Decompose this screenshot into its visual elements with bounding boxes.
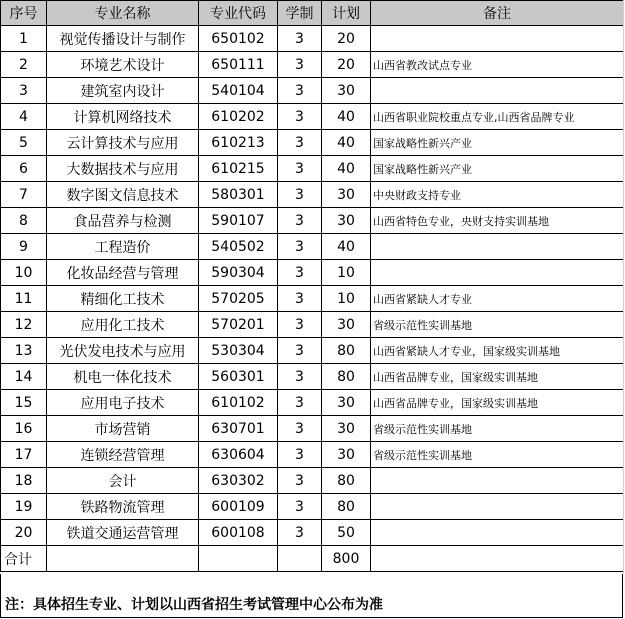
- header-code: 专业代码: [199, 1, 278, 26]
- header-name: 专业名称: [47, 1, 199, 26]
- table-row: [1, 182, 624, 208]
- cell-major-code: 580301: [199, 182, 278, 208]
- cell-years: 3: [278, 78, 322, 104]
- table-row: [1, 312, 624, 338]
- cell-note: [371, 78, 624, 104]
- right-border-line: [623, 0, 624, 574]
- table-row: [1, 78, 624, 104]
- table-row: [1, 520, 624, 546]
- cell-years: 3: [278, 390, 322, 416]
- cell-major-code: 570201: [199, 312, 278, 338]
- cell-years: 3: [278, 416, 322, 442]
- cell-no: 8: [1, 208, 47, 234]
- table-row: [1, 442, 624, 468]
- cell-plan: 10: [322, 260, 371, 286]
- cell-no: 13: [1, 338, 47, 364]
- cell-note: 省级示范性实训基地: [371, 442, 624, 468]
- cell-major-code: 610202: [199, 104, 278, 130]
- cell-major-name: 大数据技术与应用: [47, 156, 199, 182]
- cell-no: 11: [1, 286, 47, 312]
- cell-plan: 30: [322, 390, 371, 416]
- cell-plan: 80: [322, 468, 371, 494]
- cell-major-name: 应用电子技术: [47, 390, 199, 416]
- cell-plan: 80: [322, 338, 371, 364]
- cell-plan: 40: [322, 104, 371, 130]
- table-row: [1, 494, 624, 520]
- cell-years: 3: [278, 260, 322, 286]
- cell-years: 3: [278, 234, 322, 260]
- cell-major-code: 560301: [199, 364, 278, 390]
- cell-plan: 40: [322, 156, 371, 182]
- cell-years: 3: [278, 208, 322, 234]
- cell-note: [371, 494, 624, 520]
- footnote-box: [0, 574, 623, 618]
- cell-years: 3: [278, 286, 322, 312]
- cell-major-name: 光伏发电技术与应用: [47, 338, 199, 364]
- cell-note: 省级示范性实训基地: [371, 312, 624, 338]
- cell-no: 18: [1, 468, 47, 494]
- cell-note: [371, 468, 624, 494]
- cell-note: 山西省紧缺人才专业: [371, 286, 624, 312]
- total-empty-code: [199, 546, 278, 572]
- total-plan: 800: [322, 546, 371, 572]
- cell-no: 5: [1, 130, 47, 156]
- cell-years: 3: [278, 338, 322, 364]
- cell-major-name: 铁路物流管理: [47, 494, 199, 520]
- table-row: [1, 234, 624, 260]
- cell-no: 17: [1, 442, 47, 468]
- cell-major-name: 连锁经营管理: [47, 442, 199, 468]
- cell-major-code: 610102: [199, 390, 278, 416]
- cell-major-name: 机电一体化技术: [47, 364, 199, 390]
- table-row: [1, 52, 624, 78]
- header-no: 序号: [1, 1, 47, 26]
- cell-note: 国家战略性新兴产业: [371, 130, 624, 156]
- cell-major-code: 650102: [199, 26, 278, 52]
- cell-note: 中央财政支持专业: [371, 182, 624, 208]
- cell-no: 10: [1, 260, 47, 286]
- total-row: [1, 546, 624, 572]
- cell-major-name: 云计算技术与应用: [47, 130, 199, 156]
- cell-no: 14: [1, 364, 47, 390]
- cell-no: 4: [1, 104, 47, 130]
- cell-note: 山西省品牌专业，国家级实训基地: [371, 364, 624, 390]
- cell-years: 3: [278, 130, 322, 156]
- cell-note: 省级示范性实训基地: [371, 416, 624, 442]
- cell-no: 9: [1, 234, 47, 260]
- cell-major-code: 630701: [199, 416, 278, 442]
- cell-major-code: 590304: [199, 260, 278, 286]
- cell-major-code: 590107: [199, 208, 278, 234]
- cell-years: 3: [278, 182, 322, 208]
- cell-note: 山西省紧缺人才专业，国家级实训基地: [371, 338, 624, 364]
- cell-plan: 30: [322, 312, 371, 338]
- cell-note: 山西省品牌专业，国家级实训基地: [371, 390, 624, 416]
- cell-major-code: 540104: [199, 78, 278, 104]
- cell-major-name: 视觉传播设计与制作: [47, 26, 199, 52]
- cell-no: 16: [1, 416, 47, 442]
- cell-major-name: 食品营养与检测: [47, 208, 199, 234]
- cell-years: 3: [278, 26, 322, 52]
- cell-major-code: 530304: [199, 338, 278, 364]
- cell-years: 3: [278, 104, 322, 130]
- table-row: [1, 390, 624, 416]
- cell-years: 3: [278, 364, 322, 390]
- cell-major-code: 610215: [199, 156, 278, 182]
- table-body: [1, 26, 624, 572]
- cell-plan: 30: [322, 78, 371, 104]
- cell-plan: 20: [322, 52, 371, 78]
- cell-major-name: 工程造价: [47, 234, 199, 260]
- cell-years: 3: [278, 494, 322, 520]
- cell-no: 6: [1, 156, 47, 182]
- table-row: [1, 468, 624, 494]
- cell-major-code: 630302: [199, 468, 278, 494]
- cell-major-code: 540502: [199, 234, 278, 260]
- cell-plan: 80: [322, 494, 371, 520]
- cell-note: 国家战略性新兴产业: [371, 156, 624, 182]
- cell-major-code: 650111: [199, 52, 278, 78]
- table-row: [1, 208, 624, 234]
- cell-plan: 40: [322, 130, 371, 156]
- cell-note: 山西省教改试点专业: [371, 52, 624, 78]
- cell-no: 19: [1, 494, 47, 520]
- cell-major-name: 化妆品经营与管理: [47, 260, 199, 286]
- cell-major-name: 环境艺术设计: [47, 52, 199, 78]
- cell-major-code: 630604: [199, 442, 278, 468]
- header-row: [1, 1, 624, 26]
- cell-plan: 10: [322, 286, 371, 312]
- cell-plan: 50: [322, 520, 371, 546]
- cell-plan: 80: [322, 364, 371, 390]
- cell-major-name: 计算机网络技术: [47, 104, 199, 130]
- cell-years: 3: [278, 156, 322, 182]
- cell-major-name: 铁道交通运营管理: [47, 520, 199, 546]
- cell-years: 3: [278, 442, 322, 468]
- table-row: [1, 26, 624, 52]
- cell-years: 3: [278, 312, 322, 338]
- header-plan: 计划: [322, 1, 371, 26]
- cell-no: 7: [1, 182, 47, 208]
- cell-no: 1: [1, 26, 47, 52]
- cell-plan: 30: [322, 442, 371, 468]
- cell-major-name: 数字图文信息技术: [47, 182, 199, 208]
- cell-note: 山西省职业院校重点专业,山西省品牌专业: [371, 104, 624, 130]
- cell-major-name: 应用化工技术: [47, 312, 199, 338]
- table-row: [1, 104, 624, 130]
- cell-years: 3: [278, 520, 322, 546]
- cell-plan: 40: [322, 234, 371, 260]
- table-row: [1, 130, 624, 156]
- cell-major-code: 600108: [199, 520, 278, 546]
- cell-major-code: 570205: [199, 286, 278, 312]
- table-row: [1, 156, 624, 182]
- total-label: 合计: [1, 546, 47, 572]
- cell-years: 3: [278, 468, 322, 494]
- table-row: [1, 416, 624, 442]
- cell-note: 山西省特色专业，央财支持实训基地: [371, 208, 624, 234]
- total-empty-note: [371, 546, 624, 572]
- footnote-text: 注：具体招生专业、计划以山西省招生考试管理中心公布为准: [5, 597, 383, 613]
- cell-plan: 20: [322, 26, 371, 52]
- cell-major-code: 600109: [199, 494, 278, 520]
- cell-no: 12: [1, 312, 47, 338]
- table-row: [1, 260, 624, 286]
- header-note: 备注: [371, 1, 624, 26]
- cell-major-name: 精细化工技术: [47, 286, 199, 312]
- cell-major-name: 建筑室内设计: [47, 78, 199, 104]
- table-row: [1, 338, 624, 364]
- cell-major-name: 市场营销: [47, 416, 199, 442]
- total-empty-years: [278, 546, 322, 572]
- total-empty-name: [47, 546, 199, 572]
- cell-note: [371, 234, 624, 260]
- table-row: [1, 364, 624, 390]
- cell-plan: 30: [322, 416, 371, 442]
- cell-note: [371, 260, 624, 286]
- cell-major-code: 610213: [199, 130, 278, 156]
- table-row: [1, 286, 624, 312]
- cell-plan: 30: [322, 208, 371, 234]
- cell-no: 2: [1, 52, 47, 78]
- cell-major-name: 会计: [47, 468, 199, 494]
- cell-years: 3: [278, 52, 322, 78]
- cell-no: 20: [1, 520, 47, 546]
- cell-no: 15: [1, 390, 47, 416]
- header-years: 学制: [278, 1, 322, 26]
- cell-note: [371, 26, 624, 52]
- cell-no: 3: [1, 78, 47, 104]
- cell-note: [371, 520, 624, 546]
- cell-plan: 30: [322, 182, 371, 208]
